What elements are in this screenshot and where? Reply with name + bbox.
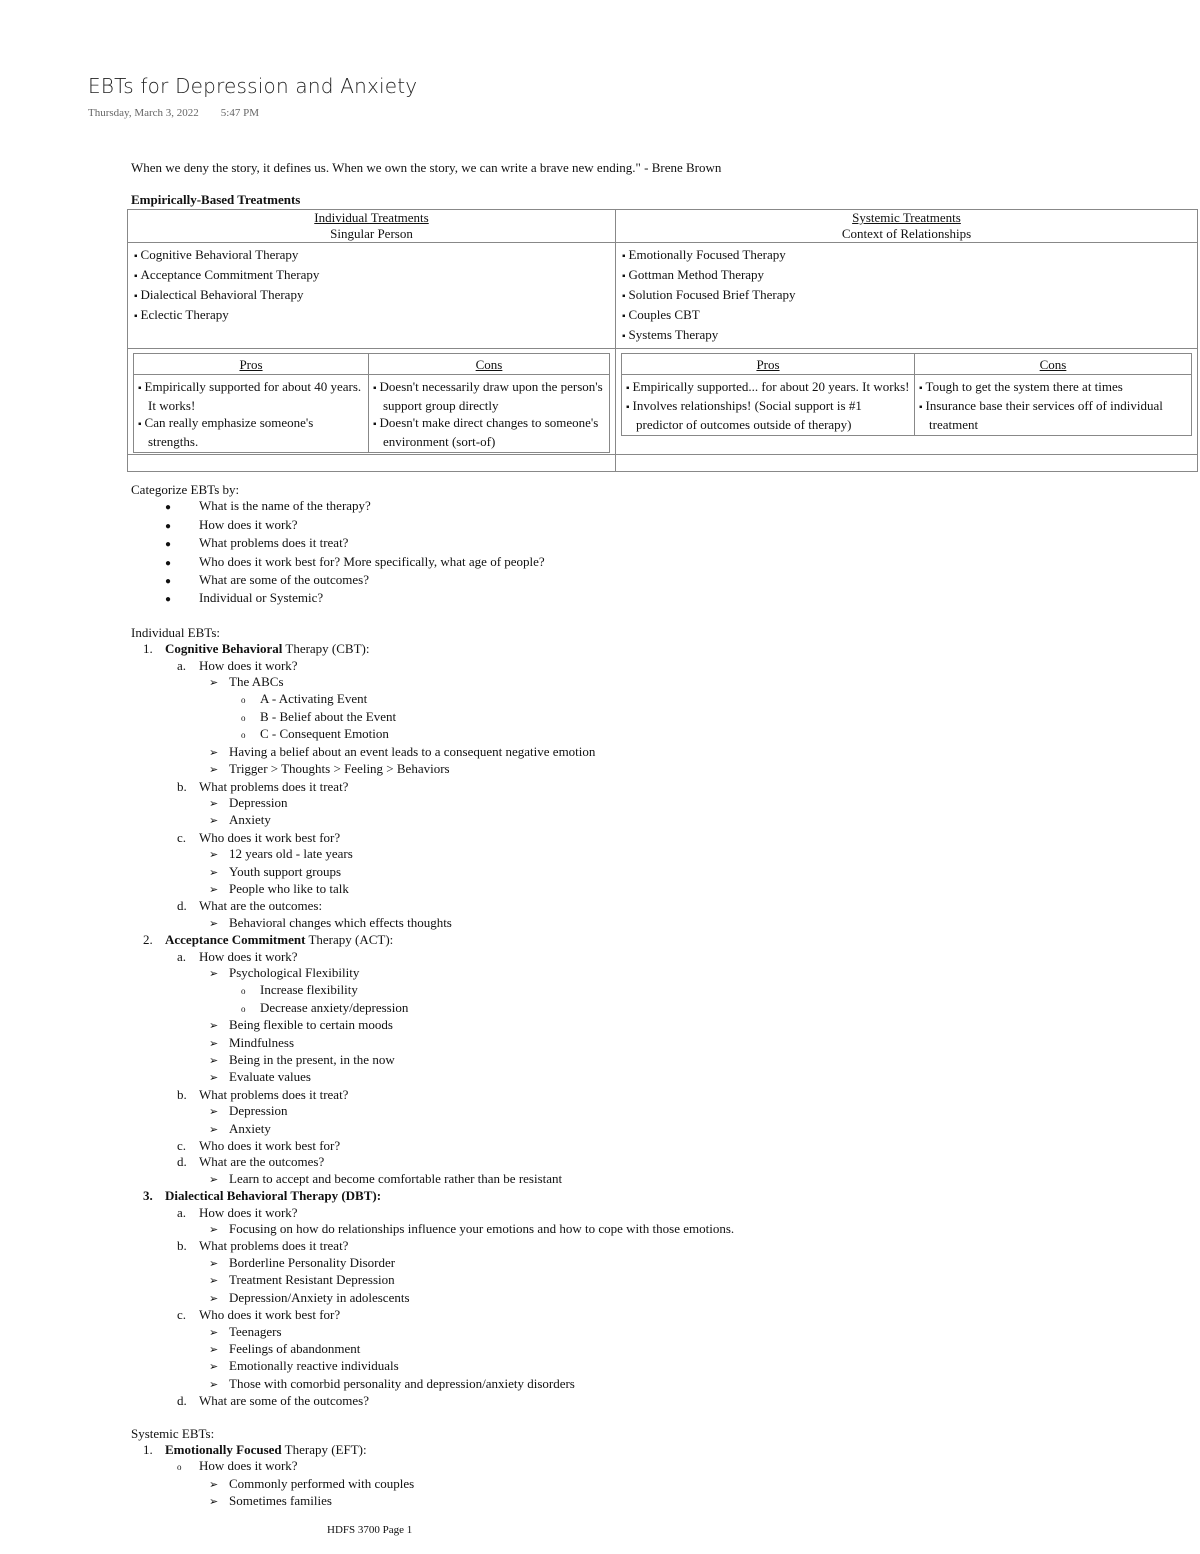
individual-proscons-table <box>133 353 610 453</box>
page-title: EBTs for Depression and Anxiety <box>88 74 418 98</box>
page-footer: HDFS 3700 Page 1 <box>327 1524 413 1536</box>
individual-cons-list <box>369 375 609 452</box>
list-item: a. How does it work? <box>177 657 298 673</box>
systemic-list <box>616 243 1197 348</box>
list-item: ▪ Tough to get the system there at times <box>919 378 1187 397</box>
note-timestamp <box>88 107 259 119</box>
ebt-table <box>127 209 1198 472</box>
list-item: ➢ 12 years old - late years <box>209 846 353 862</box>
list-item: ➢ Trigger > Thoughts > Feeling > Behaviors <box>209 761 450 777</box>
individual-header <box>128 210 616 243</box>
list-item: a. How does it work? <box>177 1204 298 1220</box>
list-item: ➢ Anxiety <box>209 812 271 828</box>
dbt-heading: 3. Dialectical Behavioral Therapy (DBT): <box>143 1188 382 1204</box>
list-item: ▪ Doesn't make direct changes to someone's environment (sort-of) <box>373 414 605 450</box>
systemic-list-cell <box>616 243 1198 349</box>
list-item: ▪ Acceptance Commitment Therapy <box>134 266 609 286</box>
individual-list <box>128 243 615 328</box>
list-item: ➢ Depression <box>209 794 288 810</box>
categorize-heading: Categorize EBTs by: <box>131 482 240 497</box>
list-item: ▪ Eclectic Therapy <box>134 306 609 326</box>
list-item: ● How does it work? <box>165 516 298 532</box>
note-date: Thursday, March 3, 2022 <box>88 107 199 119</box>
note-time: 5:47 PM <box>220 107 260 119</box>
systemic-pros-list <box>622 375 914 435</box>
ebt-heading: Empirically-Based Treatments <box>131 192 301 207</box>
list-item: ➢ Behavioral changes which effects thoughts <box>209 914 452 930</box>
list-item: ➢ Sometimes families <box>209 1493 332 1509</box>
eft-heading: 1. Emotionally Focused Therapy (EFT): <box>143 1441 367 1457</box>
list-item: ➢ Anxiety <box>209 1120 271 1136</box>
list-item: o Decrease anxiety/depression <box>241 999 409 1015</box>
act-heading: 2. Acceptance Commitment Therapy (ACT): <box>143 932 394 948</box>
pros-label: Pros <box>239 357 263 372</box>
cons-label: Cons <box>1039 357 1067 372</box>
systemic-subtitle: Context of Relationships <box>841 226 972 241</box>
list-item: o C - Consequent Emotion <box>241 726 389 742</box>
list-item: ➢ The ABCs <box>209 674 284 690</box>
list-item: a. How does it work? <box>177 948 298 964</box>
list-item: ➢ Youth support groups <box>209 863 342 879</box>
list-item: ● What problems does it treat? <box>165 535 349 551</box>
cons-label: Cons <box>475 357 503 372</box>
list-item: ▪ Empirically supported for about 40 years. It works! <box>138 378 364 414</box>
systemic-title: Systemic Treatments <box>852 210 961 225</box>
systemic-proscons-cell <box>616 349 1198 455</box>
list-item: b. What problems does it treat? <box>177 778 349 794</box>
empty-cell <box>616 455 1198 472</box>
notes-outline <box>131 482 734 1511</box>
list-item: ▪ Dialectical Behavioral Therapy <box>134 286 609 306</box>
list-item: o A - Activating Event <box>241 691 368 707</box>
list-item: ➢ Treatment Resistant Depression <box>209 1272 395 1288</box>
quote: When we deny the story, it defines us. When we own the story, we can write a brave new ending." - Brene Brown <box>131 160 722 175</box>
systemic-cons-list <box>915 375 1191 435</box>
list-item: ▪ Insurance base their services off of individual treatment <box>919 397 1187 433</box>
list-item: ➢ Those with comorbid personality and depression/anxiety disorders <box>209 1375 575 1391</box>
list-item: ➢ Depression/Anxiety in adolescents <box>209 1289 410 1305</box>
list-item: ➢ Depression <box>209 1103 288 1119</box>
list-item: ➢ Borderline Personality Disorder <box>209 1254 396 1270</box>
list-item: d. What are the outcomes: <box>177 898 323 914</box>
list-item: ▪ Systems Therapy <box>622 326 1191 346</box>
list-item: ➢ Being flexible to certain moods <box>209 1017 393 1033</box>
list-item: ● Who does it work best for? More specifically, what age of people? <box>165 553 545 569</box>
individual-list-cell <box>128 243 616 349</box>
list-item: ➢ Evaluate values <box>209 1069 311 1085</box>
systemic-proscons-table <box>621 353 1192 436</box>
list-item: ➢ Focusing on how do relationships influence your emotions and how to cope with those emotions. <box>209 1221 735 1237</box>
list-item: ➢ Psychological Flexibility <box>209 964 360 980</box>
list-item: ▪ Doesn't necessarily draw upon the person's support group directly <box>373 378 605 414</box>
list-item: b. What problems does it treat? <box>177 1086 349 1102</box>
list-item: ➢ Being in the present, in the now <box>209 1052 395 1067</box>
systemic-ebts-heading: Systemic EBTs: <box>131 1425 215 1441</box>
list-item: o How does it work? <box>177 1458 298 1474</box>
list-item: ➢ Teenagers <box>209 1323 282 1339</box>
list-item: ● What is the name of the therapy? <box>165 498 371 514</box>
list-item: ● What are some of the outcomes? <box>165 572 370 588</box>
list-item: ▪ Emotionally Focused Therapy <box>622 246 1191 266</box>
list-item: c. Who does it work best for? <box>177 1307 341 1323</box>
list-item: o B - Belief about the Event <box>241 708 397 724</box>
list-item: ▪ Solution Focused Brief Therapy <box>622 286 1191 306</box>
list-item: ▪ Involves relationships! (Social support is #1 predictor of outcomes outside of therapy) <box>626 397 910 433</box>
list-item: c. Who does it work best for? <box>177 829 341 845</box>
list-item: ➢ Commonly performed with couples <box>209 1475 415 1491</box>
list-item: b. What problems does it treat? <box>177 1238 349 1254</box>
individual-subtitle: Singular Person <box>330 226 413 241</box>
individual-pros-list <box>134 375 368 452</box>
individual-ebts-heading: Individual EBTs: <box>131 624 221 640</box>
list-item: ➢ Mindfulness <box>209 1034 294 1050</box>
list-item: ▪ Gottman Method Therapy <box>622 266 1191 286</box>
list-item: c. Who does it work best for? <box>177 1138 341 1154</box>
list-item: ➢ Feelings of abandonment <box>209 1340 361 1356</box>
empty-cell <box>128 455 616 472</box>
list-item: d. What are some of the outcomes? <box>177 1393 370 1409</box>
list-item: ▪ Cognitive Behavioral Therapy <box>134 246 609 266</box>
list-item: d. What are the outcomes? <box>177 1154 325 1170</box>
pros-label: Pros <box>756 357 780 372</box>
list-item: ➢ People who like to talk <box>209 880 349 896</box>
list-item: ● Individual or Systemic? <box>165 590 324 606</box>
list-item: ▪ Couples CBT <box>622 306 1191 326</box>
systemic-header <box>616 210 1198 243</box>
cbt-heading: 1. Cognitive Behavioral Therapy (CBT): <box>143 641 370 657</box>
list-item: o Increase flexibility <box>241 982 358 998</box>
list-item: ➢ Emotionally reactive individuals <box>209 1358 399 1374</box>
individual-proscons-cell <box>128 349 616 455</box>
list-item: ➢ Learn to accept and become comfortable rather than be resistant <box>209 1170 563 1186</box>
individual-title: Individual Treatments <box>314 210 429 225</box>
list-item: ➢ Having a belief about an event leads to a consequent negative emotion <box>209 743 596 759</box>
list-item: ▪ Empirically supported... for about 20 years. It works! <box>626 378 910 397</box>
list-item: ▪ Can really emphasize someone's strengths. <box>138 414 364 450</box>
